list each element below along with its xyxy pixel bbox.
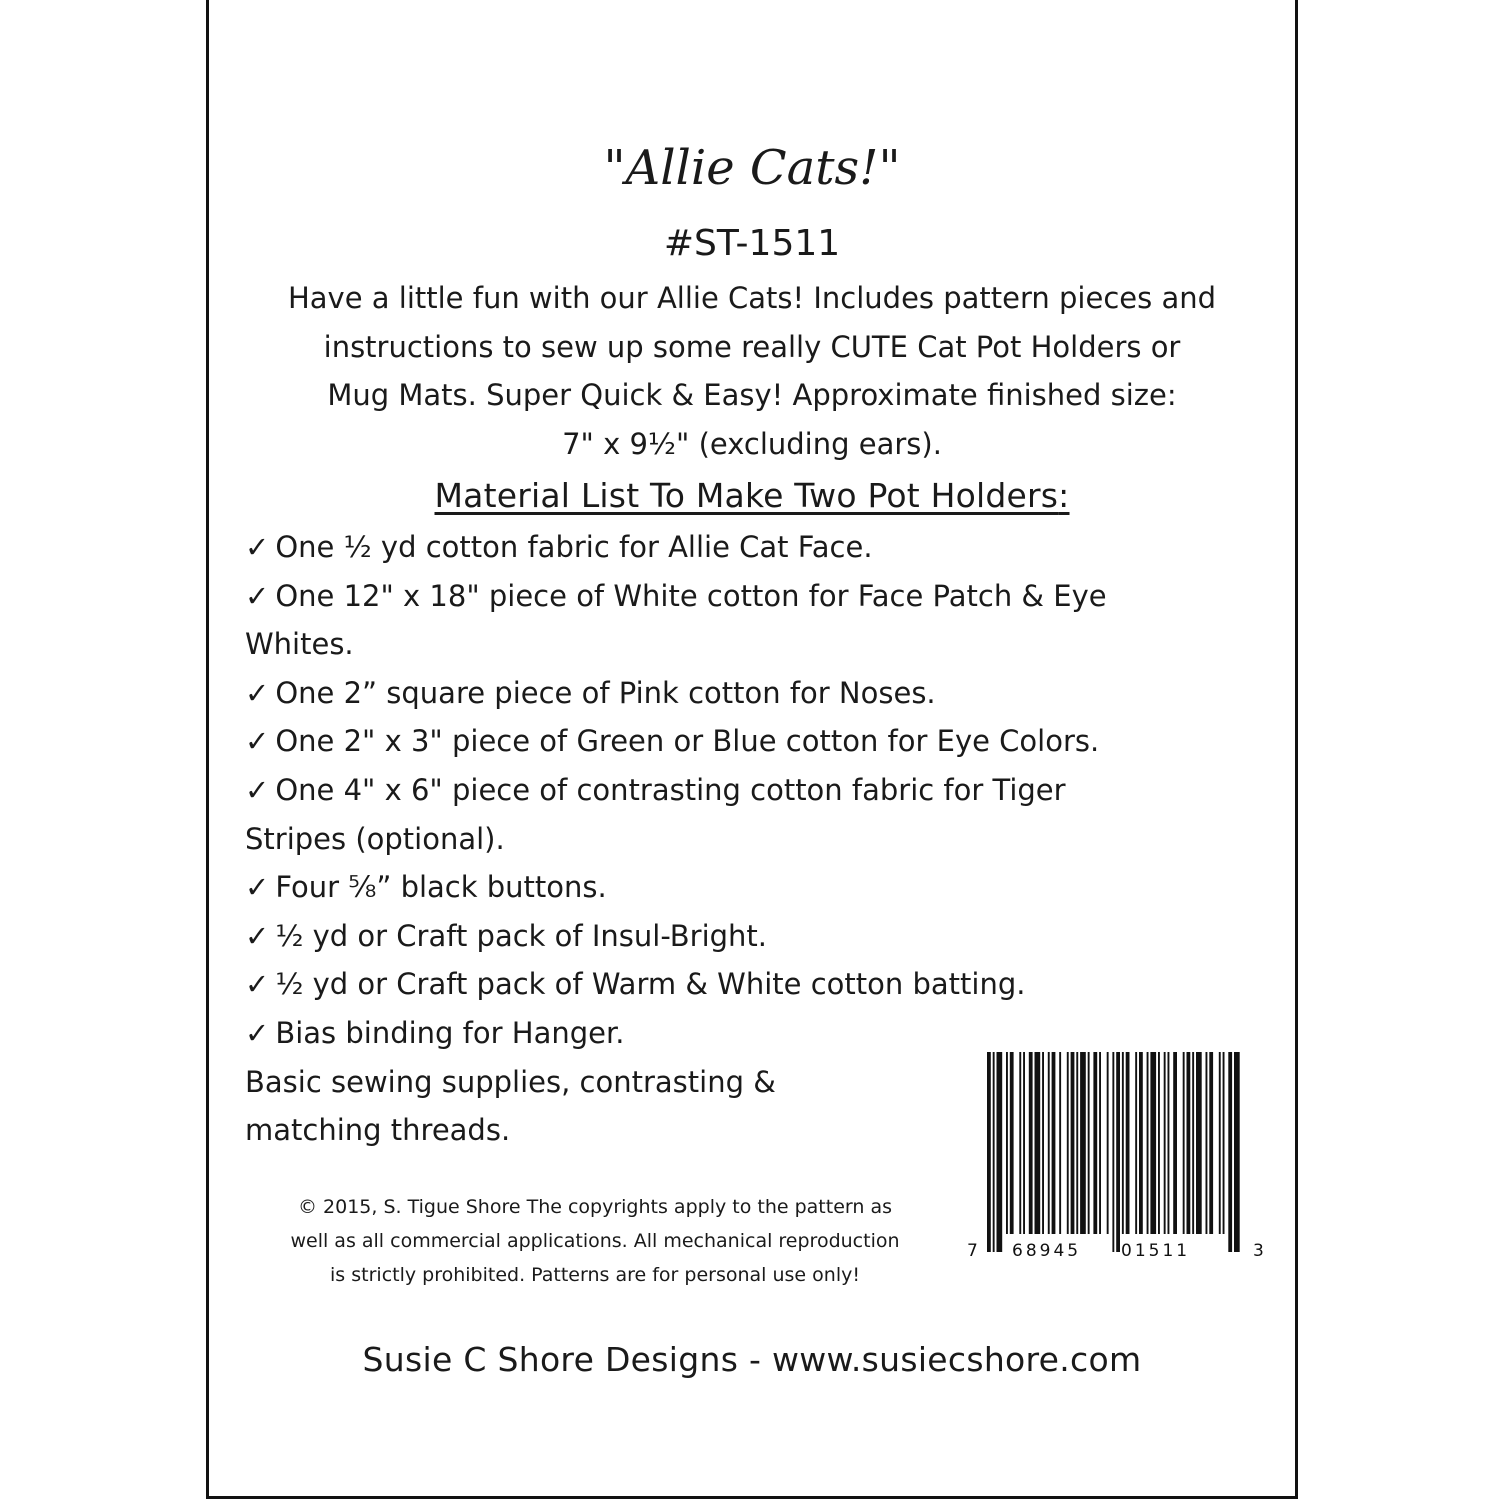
material-item-text: One 2" x 3" piece of Green or Blue cotton for Eye Colors. (275, 724, 1100, 759)
material-item (245, 669, 1245, 718)
supplies-line: Basic sewing supplies, contrasting & (245, 1064, 776, 1099)
checkmark-icon: ✓ (245, 675, 270, 710)
checkmark-icon: ✓ (245, 967, 270, 1002)
checkmark-icon: ✓ (245, 870, 270, 905)
copyright-notice (245, 1190, 945, 1292)
material-item (245, 912, 1245, 961)
barcode-bar (1107, 1052, 1109, 1234)
material-list-heading-text: Material List To Make Two Pot Holders (434, 476, 1059, 515)
checkmark-icon: ✓ (245, 1015, 270, 1050)
barcode-bar (1164, 1052, 1166, 1234)
checkmark-icon: ✓ (245, 530, 270, 564)
barcode-bars (987, 1052, 1240, 1252)
barcode-bar (1168, 1052, 1170, 1234)
material-item-text: One 12" x 18" piece of White cotton for Face Patch & Eye (275, 578, 1107, 613)
checkmark-icon: ✓ (245, 772, 270, 807)
material-item-text: One 4" x 6" piece of contrasting cotton fabric for Tiger (275, 772, 1066, 807)
barcode-bar (1035, 1052, 1041, 1234)
barcode-bar (1067, 1052, 1069, 1234)
barcode-bar (1076, 1052, 1078, 1234)
barcode-bar (1234, 1052, 1240, 1252)
checkmark-icon: ✓ (245, 578, 270, 613)
barcode-bar (1192, 1052, 1194, 1234)
barcode-check-digit: 3 (1253, 1241, 1264, 1261)
material-item-text: ½ yd or Craft pack of Warm & White cotton batting. (275, 967, 1026, 1002)
description-line: Have a little fun with our Allie Cats! Includes pattern pieces and (287, 281, 1216, 315)
barcode-bar (1088, 1052, 1090, 1234)
pattern-title: "Allie Cats!" (603, 140, 901, 196)
barcode-left-digits: 68945 (1012, 1241, 1082, 1261)
material-item (245, 766, 1245, 815)
barcode-bar (993, 1052, 995, 1252)
barcode-bar (1135, 1052, 1137, 1234)
material-item-text: One ½ yd cotton fabric for Allie Cat Face. (275, 530, 873, 564)
material-list-heading-colon: : (1058, 476, 1070, 515)
barcode-bar (1080, 1052, 1086, 1234)
barcode-bar (1042, 1052, 1044, 1234)
upc-barcode (963, 1052, 1269, 1272)
barcode-bar (987, 1052, 991, 1252)
barcode-bar (1059, 1052, 1061, 1234)
material-item (245, 572, 1245, 621)
barcode-bar (1116, 1052, 1120, 1252)
pattern-back-cover (206, 0, 1298, 1499)
checkmark-icon: ✓ (245, 724, 270, 759)
material-item (245, 523, 1245, 572)
barcode-bar (1173, 1052, 1177, 1234)
barcode-bar (1219, 1052, 1221, 1234)
material-item-text: Four ⅝” black buttons. (275, 870, 607, 905)
material-list-heading (209, 470, 1295, 522)
material-item-text: One 2” square piece of Pink cotton for Noses. (275, 675, 936, 710)
barcode-bar (1126, 1052, 1130, 1234)
barcode-bar (1029, 1052, 1033, 1234)
barcode-bar (1112, 1052, 1114, 1252)
publisher-footer: Susie C Shore Designs - www.susiecshore.com (362, 1340, 1142, 1379)
pattern-description (209, 274, 1295, 468)
barcode-bar (1093, 1052, 1097, 1234)
copyright-line: well as all commercial applications. All mechanical reproduction (290, 1230, 900, 1252)
barcode-bar (1122, 1052, 1124, 1234)
copyright-line: © 2015, S. Tigue Shore The copyrights apply to the pattern as (298, 1196, 892, 1218)
barcode-bar (1223, 1052, 1225, 1234)
barcode-bar (1209, 1052, 1213, 1234)
material-item (245, 960, 1245, 1009)
barcode-bar (1196, 1052, 1202, 1234)
barcode-bar (1023, 1052, 1025, 1234)
material-item-continuation: Stripes (optional). (245, 821, 505, 856)
barcode-bar (1052, 1052, 1056, 1234)
barcode-bar (1187, 1052, 1191, 1234)
barcode-bar (997, 1052, 1003, 1252)
barcode-right-digits: 01511 (1121, 1241, 1191, 1261)
checkmark-icon: ✓ (245, 918, 270, 953)
description-line: 7" x 9½" (excluding ears). (562, 426, 942, 461)
barcode-bar (1010, 1052, 1014, 1234)
material-item (245, 717, 1245, 766)
material-item-continuation: Whites. (245, 627, 354, 662)
barcode-bar (1147, 1052, 1149, 1234)
barcode-bar (1206, 1052, 1208, 1234)
barcode-bar (1099, 1052, 1101, 1234)
barcode-bar (1019, 1052, 1021, 1234)
description-line: Mug Mats. Super Quick & Easy! Approximate finished size: (327, 378, 1177, 412)
material-item-text: ½ yd or Craft pack of Insul-Bright. (275, 918, 768, 953)
pattern-number: #ST-1511 (663, 223, 841, 264)
barcode-bar (1228, 1052, 1232, 1252)
barcode-bar (1048, 1052, 1050, 1234)
barcode-bar (1006, 1052, 1008, 1234)
barcode-bar (1071, 1052, 1075, 1234)
material-item (245, 863, 1245, 912)
description-line: instructions to sew up some really CUTE Cat Pot Holders or (323, 329, 1181, 364)
supplies-line: matching threads. (245, 1113, 511, 1148)
barcode-bar (1139, 1052, 1143, 1234)
copyright-line: is strictly prohibited. Patterns are for personal use only! (330, 1264, 860, 1286)
barcode-bar (1158, 1052, 1160, 1234)
barcode-first-digit: 7 (967, 1241, 978, 1261)
barcode-bar (1150, 1052, 1156, 1234)
barcode-bar (1183, 1052, 1185, 1234)
material-item (245, 1009, 1245, 1058)
material-item-text: Bias binding for Hanger. (275, 1015, 625, 1050)
